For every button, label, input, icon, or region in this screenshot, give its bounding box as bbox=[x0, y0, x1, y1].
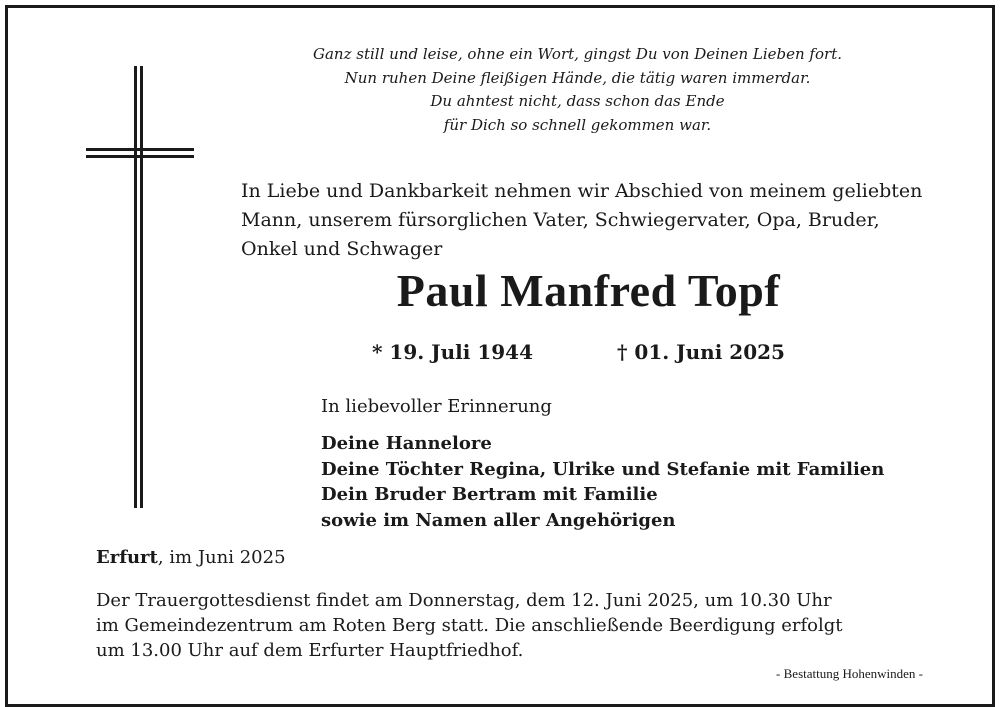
place-date-text: , im Juni 2025 bbox=[157, 547, 286, 568]
poem bbox=[0, 43, 1000, 137]
poem-line: Ganz still und leise, ohne ein Wort, gingst Du von Deinen Lieben fort. bbox=[313, 45, 842, 63]
signer-line: Deine Hannelore bbox=[321, 433, 492, 454]
intro-line: Mann, unserem fürsorglichen Vater, Schwiegervater, Opa, Bruder, bbox=[241, 209, 880, 231]
place-city: Erfurt bbox=[96, 547, 158, 568]
poem-line: Nun ruhen Deine fleißigen Hände, die tätig waren immerdar. bbox=[344, 68, 811, 87]
signers bbox=[321, 431, 884, 534]
signer-line: Dein Bruder Bertram mit Familie bbox=[321, 484, 658, 506]
service-line: im Gemeindezentrum am Roten Berg statt. Die anschließende Beerdigung erfolgt bbox=[96, 615, 843, 636]
deceased-name: Paul Manfred Topf bbox=[396, 265, 781, 316]
service-info bbox=[96, 588, 843, 663]
place-date bbox=[96, 547, 286, 568]
service-line: Der Trauergottesdienst findet am Donnerstag, dem 12. Juni 2025, um 10.30 Uhr bbox=[96, 590, 832, 611]
intro-line: In Liebe und Dankbarkeit nehmen wir Abschied von meinem geliebten bbox=[241, 180, 923, 202]
poem-line: Du ahntest nicht, dass schon das Ende bbox=[430, 92, 725, 110]
poem-line: für Dich so schnell gekommen war. bbox=[443, 115, 712, 134]
birth-date: * 19. Juli 1944 bbox=[372, 340, 534, 364]
intro-line: Onkel und Schwager bbox=[241, 238, 443, 260]
memory-line: In liebevoller Erinnerung bbox=[321, 396, 552, 417]
service-line: um 13.00 Uhr auf dem Erfurter Hauptfriedhof. bbox=[96, 640, 524, 661]
signer-line: sowie im Namen aller Angehörigen bbox=[321, 510, 676, 532]
intro-text bbox=[241, 177, 981, 264]
signer-line: Deine Töchter Regina, Ulrike und Stefanie mit Familien bbox=[321, 458, 885, 480]
death-date: † 01. Juni 2025 bbox=[617, 340, 785, 364]
funeral-home-credit: - Bestattung Hohenwinden - bbox=[776, 666, 923, 681]
